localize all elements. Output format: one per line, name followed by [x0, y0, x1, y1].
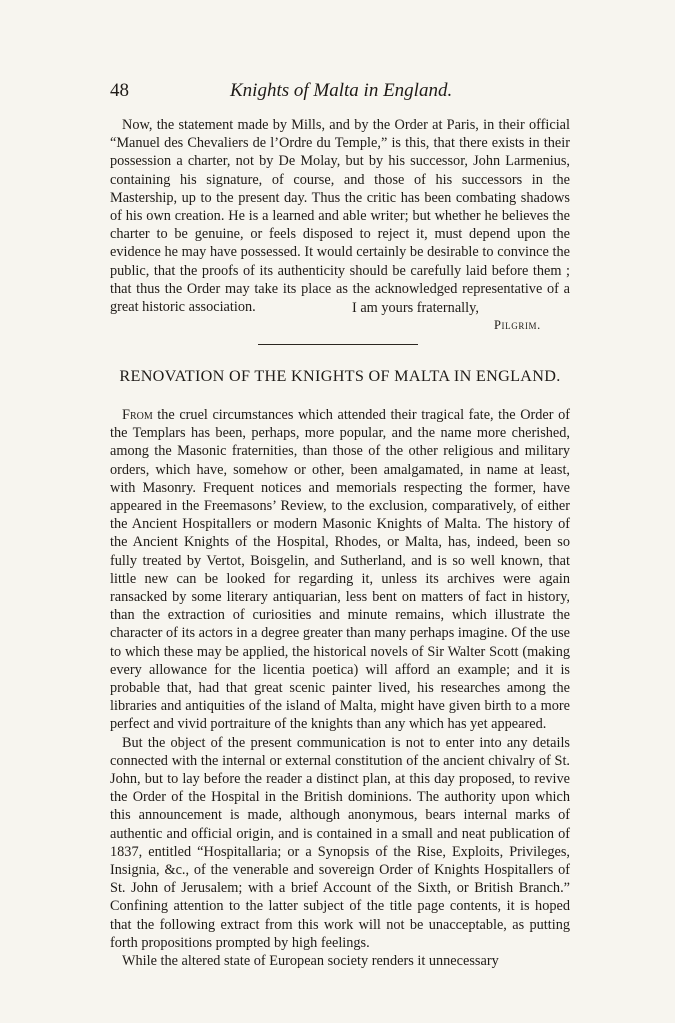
article-title: RENOVATION OF THE KNIGHTS OF MALTA IN ENGLAND.	[119, 367, 561, 385]
article-text	[110, 406, 570, 970]
paragraph-1-text: the cruel circumstances which attended their tragical fate, the Order of the Templars has been, perhaps, more popular, and the name more cherished, among the Masonic fraternities, than those of the other religious and military orders, which have, somehow or other, been amalgamated, in name at least, with Masonry. Frequent notices and memorials respecting the former, have appeared in the Freemasons’ Review, to the exclusion, comparatively, of either the Ancient Hospitallers or modern Masonic Knights of Malta. The history of the Ancient Knights of the Hospital, Rhodes, or Malta, has, indeed, been so fully treated by Vertot, Boisgelin, and Sutherland, and is so well known, that little new can be looked for regarding it, unless its archives were again ransacked by some literary antiquarian, less bent on matters of fact in history, than the extraction of curiosities and minute remains, which illustrate the character of its actors in a degree greater than many perhaps imagine. Of the use to which these may be applied, the historical novels of Sir Walter Scott (making every allowance for the licentia poetica) will afford an example; and it is probable that, had that great scenic painter lived, his researches among the libraries and antiquities of the island of Malta, might have given birth to a more perfect and vivid portraiture of the knights than any which has yet appeared.	[110, 407, 570, 733]
letter-paragraph: Now, the statement made by Mills, and by the Order at Paris, in their official “Manuel des Chevaliers de l’Ordre du Temple,” is this, that there exists in their possession a charter, not by De Molay, but by his successor, John Larmenius, containing his signature, of course, and those of his successors in the Mastership, up to the present day. Thus the critic has been combating shadows of his own creation. He is a learned and able writer; but whether he believes the charter to be genuine, or feels disposed to reject it, must depend upon the evidence he may have possessed. It would certainly be desirable to convince the public, that the proofs of its authenticity should be carefully laid before them ; that thus the Order may take its place as the acknowledged representative of a great historic association.	[110, 117, 570, 316]
page-number: 48	[110, 80, 129, 101]
article-paragraph-1	[110, 406, 570, 734]
letter-signature: Pilgrim.	[494, 318, 541, 332]
letter-text	[110, 116, 570, 316]
page-header	[110, 80, 570, 104]
letter-closing: I am yours fraternally,	[352, 300, 479, 316]
opening-word: From	[122, 407, 153, 423]
section-divider	[258, 344, 418, 345]
running-title: Knights of Malta in England.	[230, 80, 453, 101]
article-paragraph-2: But the object of the present communication is not to enter into any details connected with the internal or external constitution of the ancient chivalry of St. John, but to lay before the reader a distinct plan, at this day proposed, to revive the Order of the Hospital in the British dominions. The authority upon which this announcement is made, although anonymous, bears internal marks of authentic and official origin, and is contained in a small and neat publication of 1837, entitled “Hospitallaria; or a Synopsis of the Rise, Exploits, Privileges, Insignia, &c., of the venerable and sovereign Order of Knights Hospitallers of St. John of Jerusalem; with a brief Account of the Sixth, or British Branch.” Confining attention to the latter subject of the title page contents, it is hoped that the following extract from this work will not be unacceptable, as putting forth propositions prompted by high feelings.	[110, 734, 570, 951]
article-paragraph-3: While the altered state of European society renders it unnecessary	[122, 953, 499, 970]
